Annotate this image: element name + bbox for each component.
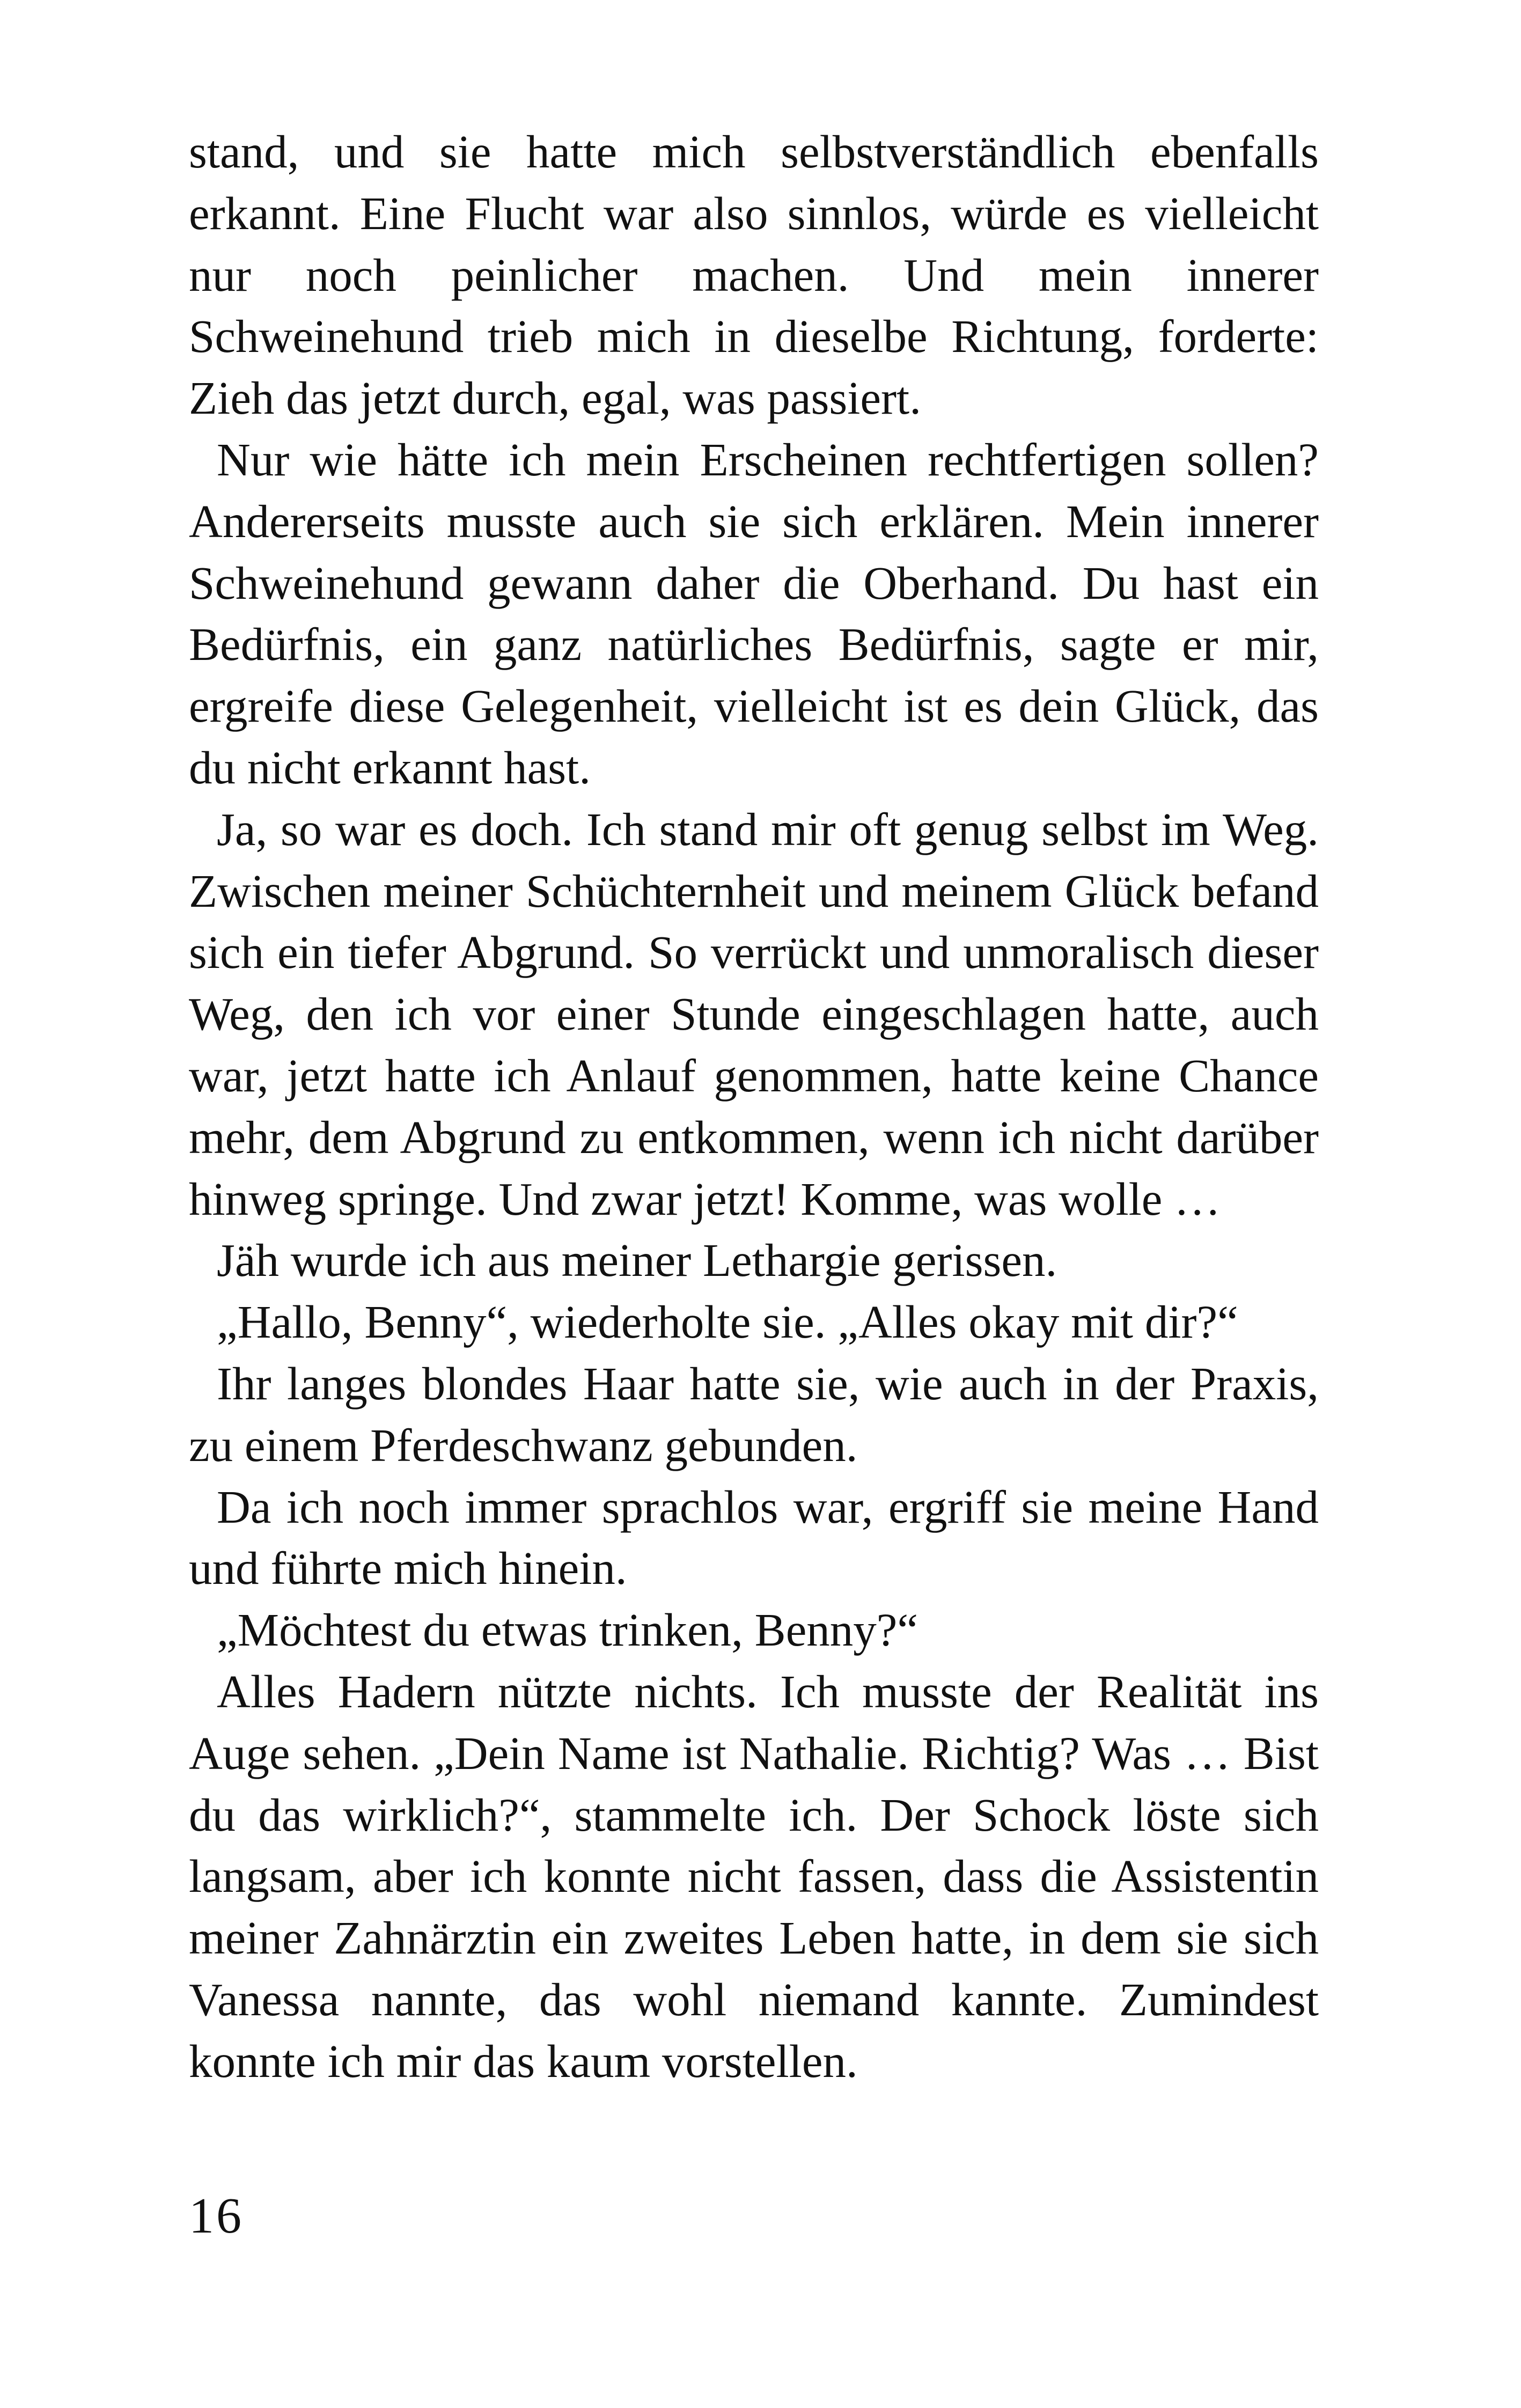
paragraph-5: „Hallo, Benny“, wiederholte sie. „Alles okay mit dir?“: [217, 1296, 1238, 1348]
paragraph-1: stand, und sie hatte mich selbstverständlich ebenfalls erkannt. Eine Flucht war also sinnlos, würde es vielleicht nur noch peinlicher machen. Und mein innerer Schweinehund trieb mich in dieselbe Richtung, forderte: Zieh das jetzt durch, egal, was passiert.: [189, 126, 1319, 424]
paragraph-9: Alles Hadern nützte nichts. Ich musste der Realität ins Auge sehen. „Dein Name ist Nathalie. Richtig? Was … Bist du das wirklich?“, stammelte ich. Der Schock löste sich langsam, aber ich konnte nicht fassen, dass die Assistentin meiner Zahnärztin ein zweites Leben hatte, in dem sie sich Vanessa nannte, das wohl niemand kannte. Zumindest konnte ich mir das kaum vorstellen.: [189, 1665, 1319, 2087]
paragraph-2: Nur wie hätte ich mein Erscheinen rechtfertigen sollen? Andererseits musste auch sie sich erklären. Mein innerer Schweinehund gewann daher die Oberhand. Du hast ein Bedürfnis, ein ganz natürliches Bedürfnis, sagte er mir, ergreife diese Gelegenheit, vielleicht ist es dein Glück, das du nicht erkannt hast.: [189, 433, 1319, 794]
paragraph-4: Jäh wurde ich aus meiner Lethargie gerissen.: [217, 1234, 1057, 1287]
page-number: 16: [189, 2188, 244, 2244]
paragraph-8: „Möchtest du etwas trinken, Benny?“: [217, 1604, 919, 1656]
paragraph-6: Ihr langes blondes Haar hatte sie, wie auch in der Praxis, zu einem Pferdeschwanz gebunden.: [189, 1357, 1319, 1471]
paragraph-7: Da ich noch immer sprachlos war, ergriff sie meine Hand und führte mich hinein.: [189, 1480, 1319, 1595]
body-text: [189, 121, 1319, 2093]
paragraph-3: Ja, so war es doch. Ich stand mir oft genug selbst im Weg. Zwischen meiner Schüchternheit und meinem Glück befand sich ein tiefer Abgrund. So verrückt und unmoralisch dieser Weg, den ich vor einer Stunde eingeschlagen hatte, auch war, jetzt hatte ich Anlauf genommen, hatte keine Chance mehr, dem Abgrund zu entkommen, wenn ich nicht darüber hinweg springe. Und zwar jetzt! Komme, was wolle …: [189, 803, 1319, 1225]
